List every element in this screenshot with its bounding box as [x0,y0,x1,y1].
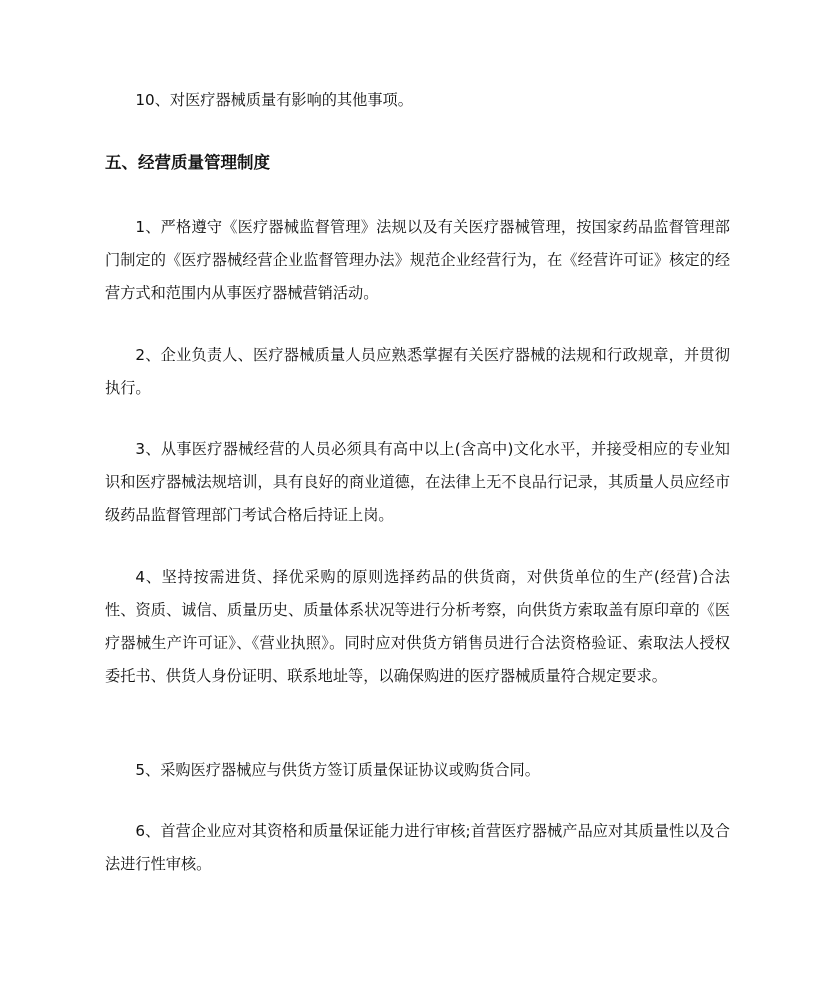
item-4-paragraph: 4、坚持按需进货、择优采购的原则选择药品的供货商，对供货单位的生产(经营)合法性、资质、诚信、质量历史、质量体系状况等进行分析考察，向供货方索取盖有原印章的《医疗器械生产许可证》、《营业执照》。同时应对供货方销售员进行合法资格验证、索取法人授权委托书、供货人身份证明、联系地址等，以确保购进的医疗器械质量符合规定要求。 [105,568,730,685]
item-5-paragraph: 5、采购医疗器械应与供货方签订质量保证协议或购货合同。 [135,761,540,779]
item-10-paragraph: 10、对医疗器械质量有影响的其他事项。 [135,91,413,109]
item-1-paragraph: 1、严格遵守《医疗器械监督管理》法规以及有关医疗器械管理，按国家药品监督管理部门制定的《医疗器械经营企业监督管理办法》规范企业经营行为，在《经营许可证》核定的经营方式和范围内从事医疗器械营销活动。 [105,218,730,302]
section-5-heading: 五、经营质量管理制度 [105,153,270,172]
item-6-paragraph: 6、首营企业应对其资格和质量保证能力进行审核;首营医疗器械产品应对其质量性以及合法进行性审核。 [105,822,730,873]
item-2-paragraph: 2、企业负责人、医疗器械质量人员应熟悉掌握有关医疗器械的法规和行政规章，并贯彻执行。 [105,346,730,397]
item-3-paragraph: 3、从事医疗器械经营的人员必须具有高中以上(含高中)文化水平，并接受相应的专业知识和医疗器械法规培训，具有良好的商业道德，在法律上无不良品行记录，其质量人员应经市级药品监督管理部门考试合格后持证上岗。 [105,440,730,524]
